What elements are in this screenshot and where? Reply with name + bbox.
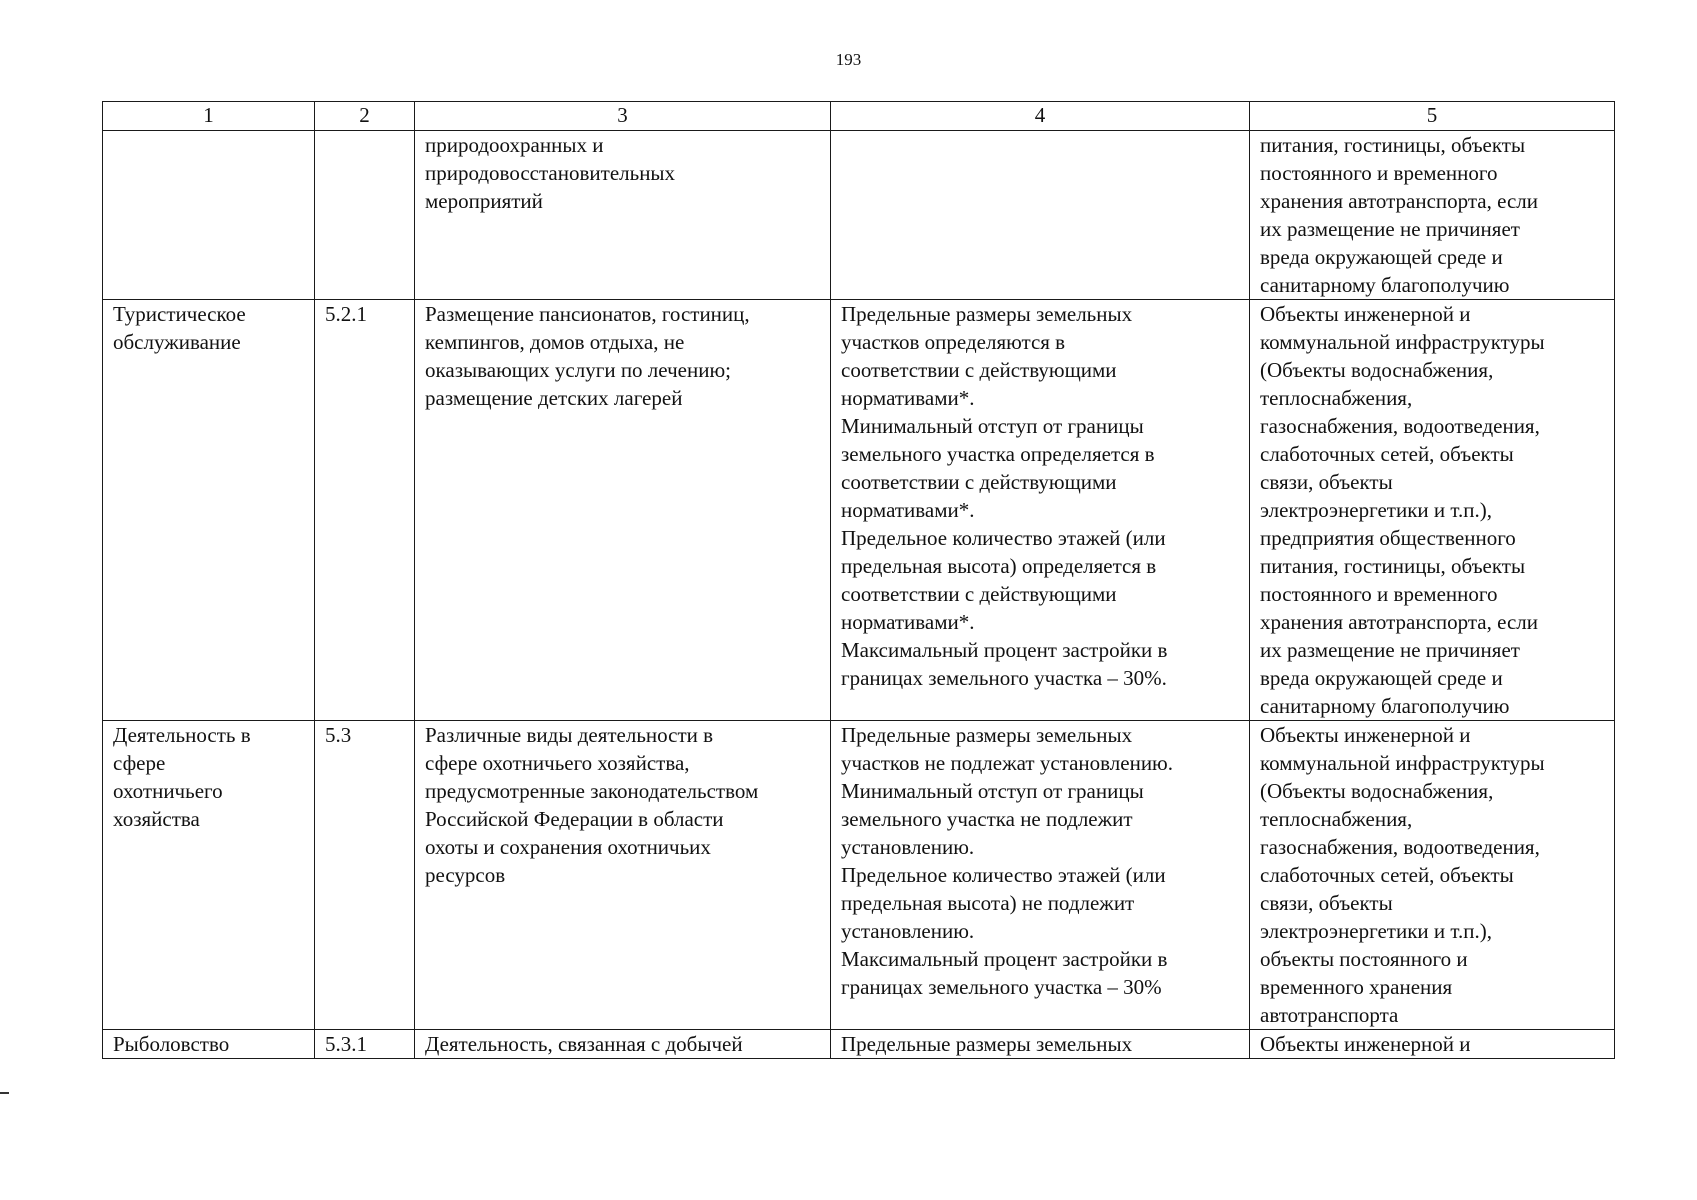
description-cell (415, 131, 831, 300)
cell-line: питания, гостиницы, объекты (1260, 554, 1526, 578)
land-use-table (102, 101, 1615, 1059)
use-type-cell (103, 300, 315, 721)
cell-line: Максимальный процент застройки в (841, 638, 1168, 662)
use-type-cell (103, 1030, 315, 1059)
cell-line: ресурсов (425, 863, 506, 887)
cell-line: газоснабжения, водоотведения, (1260, 835, 1540, 859)
header-cell-1: 1 (103, 102, 315, 131)
cell-line: соответствии с действующими (841, 358, 1117, 382)
table-body (103, 131, 1615, 1059)
auxiliary-objects-cell (1250, 721, 1615, 1030)
cell-line: предприятия общественного (1260, 526, 1516, 550)
cell-line: нормативами*. (841, 386, 975, 410)
cell-line: коммунальной инфраструктуры (1260, 330, 1545, 354)
cell-line: вреда окружающей среде и (1260, 245, 1503, 269)
row-fishing (103, 1030, 1615, 1059)
cell-line: хранения автотранспорта, если (1260, 189, 1539, 213)
cell-line: теплоснабжения, (1260, 386, 1413, 410)
edge-mark (0, 1092, 9, 1094)
cell-line: предельная высота) определяется в (841, 554, 1157, 578)
cell-line: санитарному благополучию (1260, 273, 1510, 297)
parameters-cell (831, 131, 1250, 300)
row-tourist-service (103, 300, 1615, 721)
cell-line: предельная высота) не подлежит (841, 891, 1135, 915)
cell-line: (Объекты водоснабжения, (1260, 358, 1494, 382)
cell-line: временного хранения (1260, 975, 1453, 999)
cell-line: оказывающих услуги по лечению; (425, 358, 731, 382)
code-cell (315, 721, 415, 1030)
cell-line: предусмотренные законодательством (425, 779, 759, 803)
cell-line: слаботочных сетей, объекты (1260, 863, 1514, 887)
code-cell (315, 300, 415, 721)
description-cell (415, 1030, 831, 1059)
cell-line: участков определяются в (841, 330, 1066, 354)
cell-line: охоты и сохранения охотничьих (425, 835, 711, 859)
cell-line: соответствии с действующими (841, 582, 1117, 606)
cell-line: электроэнергетики и т.п.), (1260, 498, 1492, 522)
cell-line: мероприятий (425, 189, 543, 213)
cell-line: Предельное количество этажей (или (841, 863, 1166, 887)
cell-line: Предельные размеры земельных (841, 302, 1133, 326)
row-hunting (103, 721, 1615, 1030)
header-cell-5: 5 (1250, 102, 1615, 131)
cell-line: обслуживание (113, 330, 241, 354)
cell-line: Объекты инженерной и (1260, 723, 1471, 747)
cell-line: земельного участка не подлежит (841, 807, 1133, 831)
cell-line: хозяйства (113, 807, 200, 831)
cell-line: Деятельность, связанная с добычей (425, 1032, 743, 1056)
cell-line: участков не подлежат установлению. (841, 751, 1173, 775)
cell-line: сфере (113, 751, 166, 775)
cell-line: Различные виды деятельности в (425, 723, 714, 747)
cell-line: 5.2.1 (325, 302, 367, 326)
auxiliary-objects-cell (1250, 131, 1615, 300)
cell-line: газоснабжения, водоотведения, (1260, 414, 1540, 438)
cell-line: коммунальной инфраструктуры (1260, 751, 1545, 775)
code-cell (315, 131, 415, 300)
cell-line: Минимальный отступ от границы (841, 779, 1144, 803)
header-cell-3: 3 (415, 102, 831, 131)
cell-line: объекты постоянного и (1260, 947, 1468, 971)
cell-line: постоянного и временного (1260, 582, 1498, 606)
cell-line: их размещение не причиняет (1260, 638, 1520, 662)
cell-line: связи, объекты (1260, 891, 1393, 915)
header-cell-4: 4 (831, 102, 1250, 131)
cell-line: природовосстановительных (425, 161, 676, 185)
cell-line: Предельные размеры земельных (841, 723, 1133, 747)
cell-line: Минимальный отступ от границы (841, 414, 1144, 438)
cell-line: нормативами*. (841, 498, 975, 522)
cell-line: теплоснабжения, (1260, 807, 1413, 831)
header-row (103, 102, 1615, 131)
cell-line: Объекты инженерной и (1260, 1032, 1471, 1056)
cell-line: санитарному благополучию (1260, 694, 1510, 718)
cell-line: Туристическое (113, 302, 246, 326)
page-number: 193 (835, 50, 862, 69)
parameters-cell (831, 300, 1250, 721)
description-cell (415, 300, 831, 721)
cell-line: Российской Федерации в области (425, 807, 724, 831)
cell-line: 5.3 (325, 723, 352, 747)
cell-line: их размещение не причиняет (1260, 217, 1520, 241)
cell-line: (Объекты водоснабжения, (1260, 779, 1494, 803)
cell-line: установлению. (841, 919, 975, 943)
cell-line: кемпингов, домов отдыха, не (425, 330, 685, 354)
cell-line: Рыболовство (113, 1032, 230, 1056)
cell-line: Максимальный процент застройки в (841, 947, 1168, 971)
code-cell (315, 1030, 415, 1059)
cell-line: Предельные размеры земельных (841, 1032, 1133, 1056)
parameters-cell (831, 721, 1250, 1030)
cell-line: нормативами*. (841, 610, 975, 634)
use-type-cell (103, 721, 315, 1030)
cell-line: земельного участка определяется в (841, 442, 1155, 466)
cell-line: Размещение пансионатов, гостиниц, (425, 302, 750, 326)
row-continuation (103, 131, 1615, 300)
cell-line: сфере охотничьего хозяйства, (425, 751, 690, 775)
cell-line: электроэнергетики и т.п.), (1260, 919, 1492, 943)
cell-line: размещение детских лагерей (425, 386, 683, 410)
auxiliary-objects-cell (1250, 300, 1615, 721)
cell-line: Предельное количество этажей (или (841, 526, 1166, 550)
cell-line: автотранспорта (1260, 1003, 1399, 1027)
cell-line: 5.3.1 (325, 1032, 367, 1056)
cell-line: Объекты инженерной и (1260, 302, 1471, 326)
cell-line: Деятельность в (113, 723, 251, 747)
cell-line: вреда окружающей среде и (1260, 666, 1503, 690)
cell-line: хранения автотранспорта, если (1260, 610, 1539, 634)
cell-line: охотничьего (113, 779, 223, 803)
cell-line: границах земельного участка – 30%. (841, 666, 1167, 690)
cell-line: связи, объекты (1260, 470, 1393, 494)
auxiliary-objects-cell (1250, 1030, 1615, 1059)
parameters-cell (831, 1030, 1250, 1059)
header-cell-2: 2 (315, 102, 415, 131)
use-type-cell (103, 131, 315, 300)
cell-line: установлению. (841, 835, 975, 859)
cell-line: питания, гостиницы, объекты (1260, 133, 1526, 157)
cell-line: природоохранных и (425, 133, 604, 157)
cell-line: слаботочных сетей, объекты (1260, 442, 1514, 466)
cell-line: границах земельного участка – 30% (841, 975, 1162, 999)
description-cell (415, 721, 831, 1030)
cell-line: постоянного и временного (1260, 161, 1498, 185)
cell-line: соответствии с действующими (841, 470, 1117, 494)
